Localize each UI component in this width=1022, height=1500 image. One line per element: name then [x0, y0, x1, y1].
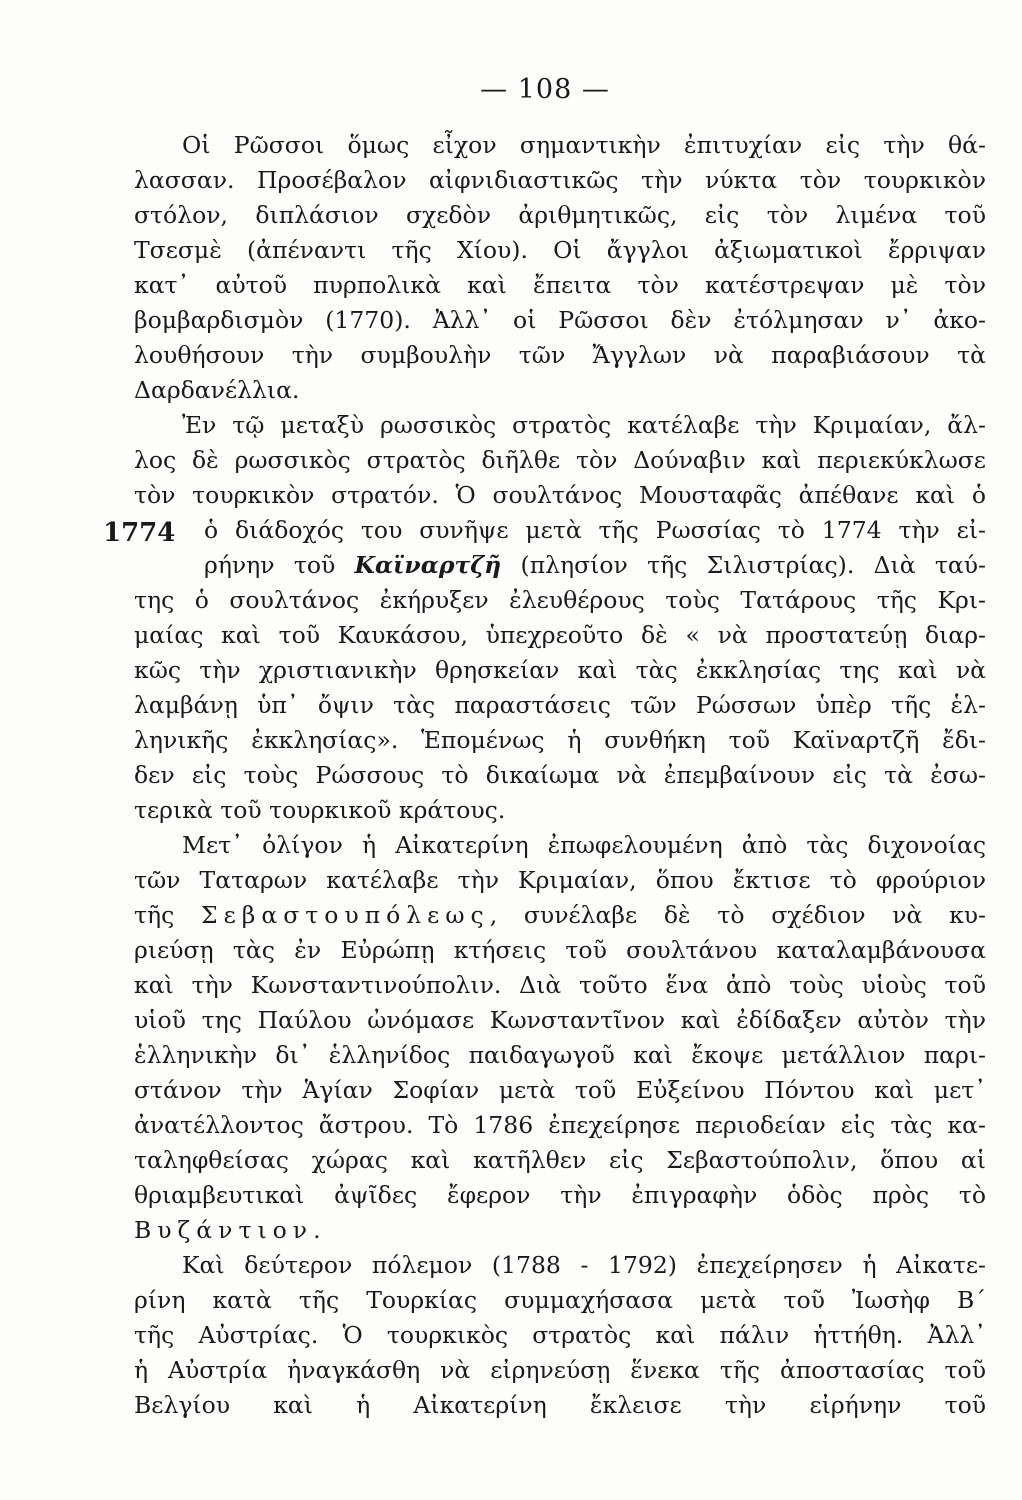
text-line: Δαρδανέλλια. [134, 376, 300, 404]
text-line: Βελγίου καὶ ἡ Αἰκατερίνη ἔκλεισε τὴν εἰρήνην τοῦ [134, 1391, 986, 1419]
text-line: τὸν τουρκικὸν στρατόν. Ὁ σουλτάνος Μουσταφᾶς ἀπέθανε καὶ ὁ [134, 481, 986, 509]
text-line: ἑλληνικὴν δι᾽ ἑλληνίδος παιδαγωγοῦ καὶ ἔκοψε μετάλλιον παρι- [134, 1041, 986, 1069]
text-line: στάνον τὴν Ἁγίαν Σοφίαν μετὰ τοῦ Εὐξείνου Πόντου καὶ μετ᾽ [134, 1076, 986, 1104]
text-line: Βυζάντιον. [134, 1216, 327, 1244]
text-line: λασσαν. Προσέβαλον αἰφνιδιαστικῶς τὴν νύκτα τὸν τουρκικὸν [134, 166, 986, 194]
text-line: ἡ Αὐστρία ἠναγκάσθη νὰ εἰρηνεύσῃ ἕνεκα τῆς ἀποστασίας τοῦ [134, 1356, 986, 1384]
text-line: λος δὲ ρωσσικὸς στρατὸς διῆλθε τὸν Δούναβιν καὶ περιεκύκλωσε [134, 446, 986, 474]
emphasis-text: Σεβαστουπόλεως [200, 901, 490, 929]
text-line: ληνικῆς ἐκκλησίας». Ἑπομένως ἡ συνθήκη τοῦ Καϊναρτζῆ ἔδι- [134, 726, 986, 754]
text-line: θριαμβευτικαὶ ἀψῖδες ἔφερον τὴν ἐπιγραφὴν ὁδὸς πρὸς τὸ [134, 1181, 986, 1209]
text-line: κατ᾽ αὐτοῦ πυρπολικὰ καὶ ἔπειτα τὸν κατέστρεψαν μὲ τὸν [134, 271, 986, 299]
text-line: τῆς Σεβαστουπόλεως, συνέλαβε δὲ τὸ σχέδιον νὰ κυ- [134, 901, 986, 929]
text-line: βομβαρδισμὸν (1770). Ἀλλ᾽ οἱ Ρῶσσοι δὲν ἐτόλμησαν ν᾽ ἀκο- [134, 306, 986, 334]
text-line: δεν εἰς τοὺς Ρώσσους τὸ δικαίωμα νὰ ἐπεμβαίνουν εἰς τὰ ἐσω- [134, 761, 986, 789]
page-number: — 108 — [480, 74, 610, 105]
text-line: Ἐν τῷ μεταξὺ ρωσσικὸς στρατὸς κατέλαβε τὴν Κριμαίαν, ἄλ- [182, 411, 986, 439]
text-line: λαμβάνῃ ὑπ᾽ ὄψιν τὰς παραστάσεις τῶν Ρώσσων ὑπὲρ τῆς ἑλ- [134, 691, 986, 719]
text-line: ταληφθείσας χώρας καὶ κατῆλθεν εἰς Σεβαστούπολιν, ὅπου αἱ [134, 1146, 986, 1174]
text-line: Οἱ Ρῶσσοι ὅμως εἶχον σημαντικὴν ἐπιτυχίαν εἰς τὴν θά- [182, 131, 986, 159]
text-line: ρήνην τοῦ Καϊναρτζῆ (πλησίον τῆς Σιλιστρίας). Διὰ ταύ- [204, 551, 987, 579]
text-line: τῆς Αὐστρίας. Ὁ τουρκικὸς στρατὸς καὶ πάλιν ἡττήθη. Ἀλλ᾽ [134, 1321, 986, 1349]
text-line: της ὁ σουλτάνος ἐκήρυξεν ἐλευθέρους τοὺς Τατάρους τῆς Κρι- [134, 586, 986, 614]
text-line: υἱοῦ της Παύλου ὠνόμασε Κωνσταντῖνον καὶ ἐδίδαξεν αὐτὸν τὴν [134, 1006, 986, 1034]
margin-year: 1774 [103, 518, 176, 548]
body-text [134, 128, 986, 1423]
text-line: Καὶ δεύτερον πόλεμον (1788 - 1792) ἐπεχείρησεν ἡ Αἰκατε- [182, 1251, 986, 1279]
text-line: Τσεσμὲ (ἀπέναντι τῆς Χίου). Οἱ ἄγγλοι ἀξιωματικοὶ ἔρριψαν [134, 236, 986, 264]
text-line: ἀνατέλλοντος ἄστρου. Τὸ 1786 ἐπεχείρησε περιοδείαν εἰς τὰς κα- [134, 1111, 986, 1139]
text-line: καὶ τὴν Κωνσταντινούπολιν. Διὰ τοῦτο ἕνα ἀπὸ τοὺς υἱοὺς τοῦ [134, 971, 986, 999]
text-line: κῶς τὴν χριστιανικὴν θρησκείαν καὶ τὰς ἐκκλησίας της καὶ νὰ [134, 656, 986, 684]
emphasis-text: Καϊναρτζῆ [354, 551, 502, 579]
text-line: Μετ᾽ ὀλίγον ἡ Αἰκατερίνη ἐπωφελουμένη ἀπὸ τὰς διχονοίας [182, 831, 986, 859]
text-line: ριεύσῃ τὰς ἐν Εὐρώπῃ κτήσεις τοῦ σουλτάνου καταλαμβάνουσα [134, 936, 986, 964]
text-line: μαίας καὶ τοῦ Καυκάσου, ὑπεχρεοῦτο δὲ « νὰ προστατεύῃ διαρ- [134, 621, 986, 649]
text-line: τερικὰ τοῦ τουρκικοῦ κράτους. [134, 796, 506, 824]
text-line: τῶν Ταταρων κατέλαβε τὴν Κριμαίαν, ὅπου ἔκτισε τὸ φρούριον [134, 866, 986, 894]
text-line: ρίνη κατὰ τῆς Τουρκίας συμμαχήσασα μετὰ τοῦ Ἰωσὴφ Β´ [134, 1286, 986, 1314]
text-line: ὁ διάδοχός του συνῆψε μετὰ τῆς Ρωσσίας τὸ 1774 τὴν εἰ- [204, 516, 986, 544]
text-line: στόλον, διπλάσιον σχεδὸν ἀριθμητικῶς, εἰς τὸν λιμένα τοῦ [134, 201, 986, 229]
text-line: λουθήσουν τὴν συμβουλὴν τῶν Ἄγγλων νὰ παραβιάσουν τὰ [134, 341, 986, 369]
